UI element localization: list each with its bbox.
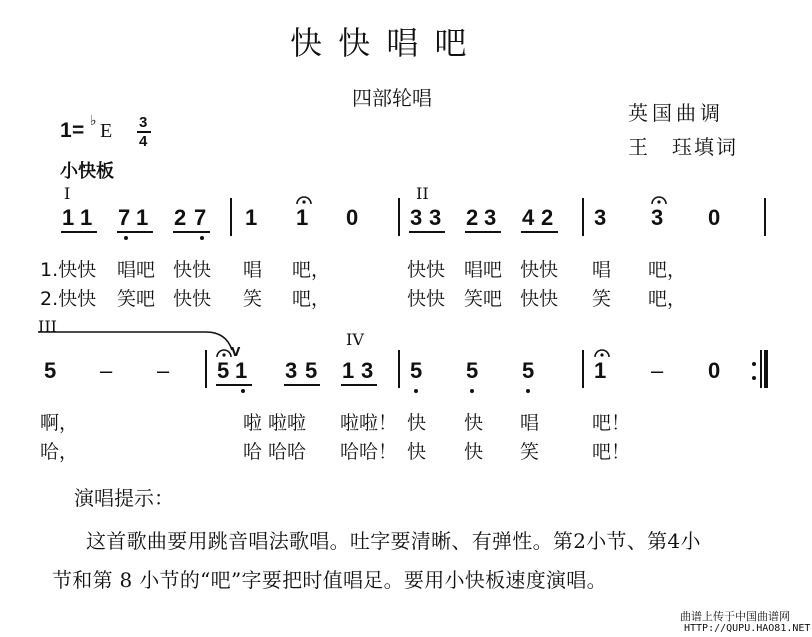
note: 1 — [296, 205, 309, 230]
barline — [398, 198, 400, 236]
note: – — [157, 358, 170, 383]
octave-dot — [200, 236, 204, 240]
barline — [230, 198, 232, 236]
tips-heading: 演唱提示： — [74, 486, 174, 510]
note: 1 — [62, 205, 75, 230]
note: 5 — [305, 358, 318, 383]
watermark-line-1: 曲谱上传于中国曲谱网 — [680, 610, 790, 623]
note: 4 — [522, 205, 535, 230]
lyric: 快快 — [520, 259, 559, 281]
lyric: 快快 — [173, 259, 212, 281]
fermata-icon — [594, 346, 610, 358]
barline — [398, 350, 400, 388]
note: 1 — [594, 358, 607, 383]
barline — [764, 198, 766, 236]
part-label-1: I — [64, 184, 71, 203]
note: – — [100, 358, 113, 383]
lyric: 快 — [407, 441, 427, 463]
lyric: 唱 — [243, 259, 263, 281]
tips-line-1: 这首歌曲要用跳音唱法歌唱。吐字要清晰、有弹性。第2小节、第4小 — [86, 529, 701, 553]
note: – — [651, 358, 664, 383]
note: 2 — [541, 205, 554, 230]
lyric: 唱吧 — [117, 259, 156, 281]
key-equals: = — [72, 119, 85, 142]
part-label-4: IV — [346, 330, 364, 349]
note: 0 — [708, 358, 721, 383]
lyric: 哈， — [40, 441, 79, 463]
repeat-barline-thin — [760, 350, 762, 388]
note: 7 — [194, 205, 207, 230]
lyric: 笑吧 — [117, 288, 156, 310]
staccato-dot — [470, 389, 474, 393]
note: 2 — [466, 205, 479, 230]
note: 1 — [80, 205, 93, 230]
note: 3 — [429, 205, 442, 230]
note: 7 — [118, 205, 131, 230]
note: 2 — [174, 205, 187, 230]
staccato-dot — [526, 389, 530, 393]
tempo-marking: 小快板 — [60, 161, 114, 182]
note: 3 — [361, 358, 374, 383]
lyric: 1.快快 — [40, 259, 97, 281]
composer-credit: 英国曲调 — [628, 101, 724, 125]
lyric: 快 — [464, 441, 484, 463]
lyric: 笑 — [520, 441, 540, 463]
repeat-barline-thick — [764, 350, 768, 388]
key-flat: ♭ — [90, 113, 97, 129]
lyric: 哈哈！ — [340, 441, 398, 463]
lyric: 快 — [407, 412, 427, 434]
lyric: 快 — [464, 412, 484, 434]
barline — [582, 350, 584, 388]
lyric: 啦 啦啦 — [243, 412, 307, 434]
lyric: 唱 — [520, 412, 540, 434]
fermata-icon — [296, 193, 312, 205]
eighth-beam — [409, 231, 445, 233]
lyric: 哈 哈哈 — [243, 441, 307, 463]
lyric: 快快 — [407, 259, 446, 281]
lyric: 笑吧 — [464, 288, 503, 310]
eighth-beam — [117, 231, 153, 233]
note: 0 — [346, 205, 359, 230]
note: 5 — [466, 358, 479, 383]
eighth-beam — [284, 384, 320, 386]
lyric: 快快 — [173, 288, 212, 310]
breath-mark: V — [231, 345, 241, 359]
octave-dot — [241, 389, 245, 393]
fermata-icon — [216, 346, 232, 358]
note: 3 — [484, 205, 497, 230]
lyric: 2.快快 — [40, 288, 97, 310]
note: 1 — [245, 205, 258, 230]
lyric: 快快 — [520, 288, 559, 310]
eighth-beam — [341, 384, 377, 386]
fermata-icon — [651, 193, 667, 205]
octave-dot — [124, 236, 128, 240]
note: 0 — [708, 205, 721, 230]
lyric: 快快 — [407, 288, 446, 310]
lyric: 吧， — [648, 259, 687, 281]
note: 5 — [410, 358, 423, 383]
key-one: 1 — [60, 119, 72, 142]
lyric: 吧， — [292, 288, 331, 310]
barline — [205, 350, 207, 388]
eighth-beam — [216, 384, 252, 386]
note: 5 — [44, 358, 57, 383]
repeat-dot — [752, 362, 756, 366]
eighth-beam — [521, 231, 558, 233]
lyric: 笑 — [592, 288, 612, 310]
lyric: 吧， — [292, 259, 331, 281]
eighth-beam — [465, 231, 501, 233]
watermark-line-2: HTTP://QUPU.HAO81.NET — [684, 623, 811, 634]
note: 1 — [342, 358, 355, 383]
key-letter: E — [100, 120, 113, 142]
time-sig-denominator: 4 — [139, 133, 148, 150]
lyric: 吧！ — [592, 412, 631, 434]
lyric: 唱 — [592, 259, 612, 281]
tips-line-2: 节和第 8 小节的“吧”字要把时值唱足。要用小快板速度演唱。 — [52, 568, 607, 592]
song-title: 快 快 唱 吧 — [290, 24, 470, 62]
note: 3 — [285, 358, 298, 383]
time-sig-numerator: 3 — [139, 114, 148, 131]
note: 5 — [217, 358, 230, 383]
lyricist-credit: 王 珏填词 — [628, 135, 738, 159]
note: 1 — [235, 358, 248, 383]
note: 3 — [651, 205, 664, 230]
part-label-2: II — [416, 184, 429, 203]
note: 3 — [410, 205, 423, 230]
lyric: 啦啦！ — [340, 412, 398, 434]
barline — [582, 198, 584, 236]
lyric: 啊， — [40, 412, 79, 434]
staccato-dot — [414, 389, 418, 393]
repeat-dot — [752, 376, 756, 380]
part-label-3: III — [38, 317, 57, 336]
lyric: 吧！ — [592, 441, 631, 463]
eighth-beam — [173, 231, 210, 233]
note: 3 — [594, 205, 607, 230]
lyric: 吧， — [648, 288, 687, 310]
note: 5 — [522, 358, 535, 383]
lyric: 唱吧 — [464, 259, 503, 281]
lyric: 笑 — [243, 288, 263, 310]
note: 1 — [136, 205, 149, 230]
song-subtitle: 四部轮唱 — [352, 86, 432, 110]
eighth-beam — [61, 231, 97, 233]
